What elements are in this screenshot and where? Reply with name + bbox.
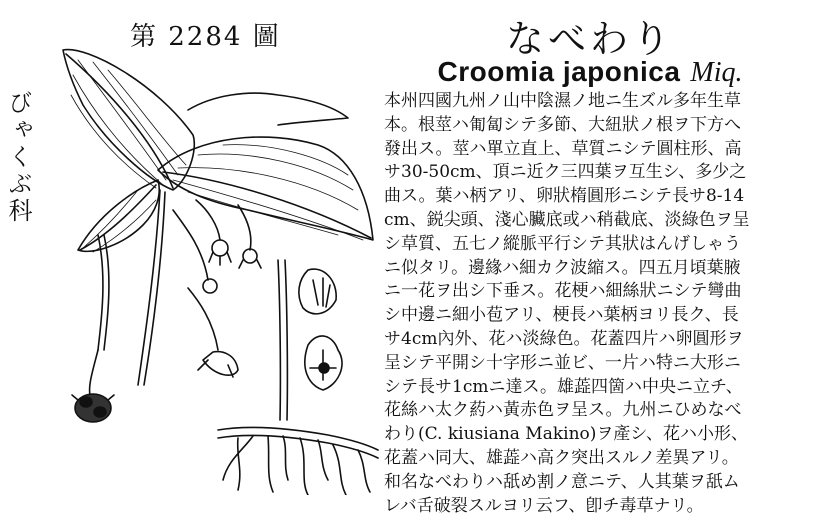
plant-illustration (38, 40, 383, 495)
leaf-central (158, 137, 373, 240)
description-line: cm、鋭尖頭、淺心臟底或ハ稍截底、淡綠色ヲ呈 (384, 209, 750, 230)
scientific-name (400, 56, 780, 89)
description-line: ニ似タリ。邊緣ハ細カク波縮ス。四五月頃葉腋 (384, 257, 741, 278)
description-line: シテ長サ1cmニ達ス。雄蕋四箇ハ中央ニ立チ、 (384, 376, 743, 397)
species-author: Miq. (690, 57, 743, 88)
genus-species: Croomia japonica (437, 56, 681, 87)
japanese-name: なべわり (505, 17, 674, 61)
description-line: 發出ス。莖ハ單立直上、草質ニシテ圓柱形、高 (384, 138, 742, 159)
description-line: レバ舌破裂スルヨリ云フ、卽チ毒草ナリ。 (384, 495, 704, 516)
description-line: 花絲ハ太ク葯ハ黃赤色ヲ呈ス。九州ニひめなべ (384, 400, 742, 421)
rhizome-roots (218, 428, 378, 495)
description-line: サ30-50cm、頂ニ近ク三四葉ヲ互生シ、多少之 (384, 162, 747, 183)
figure-number: 第 2284 圖 (130, 22, 281, 52)
leaf-lower-left (78, 180, 159, 252)
fruit-cluster (72, 350, 114, 422)
description-line: わり(C. kiusiana Makino)ヲ產シ、花ハ小形、 (384, 424, 749, 445)
description-line: 花蓋ハ同大、雄蕋ハ高ク突出スルノ差異アリ。 (384, 447, 739, 468)
description-line: 和名なべわりハ舐め割ノ意ニテ、人其葉ヲ舐ム (384, 471, 740, 492)
description-line: サ4cm內外、花ハ淡綠色。花蓋四片ハ卵圓形ヲ (384, 328, 744, 349)
plant-stems (98, 190, 287, 420)
species-description (384, 90, 830, 518)
description-line: 本。根莖ハ匍匐シテ多節、大紐狀ノ根ヲ下方へ (384, 114, 741, 135)
hanging-flowers (173, 200, 261, 377)
description-line: シ草質、五七ノ縱脈平行シテ其狀はんげしゃう (384, 233, 741, 254)
family-label: びゃくぶ科 (4, 90, 32, 225)
flower-detail (299, 269, 342, 390)
description-line: ニ一花ヲ出シ下垂ス。花梗ハ細絲狀ニシテ彎曲 (384, 281, 742, 302)
description-line: 曲ス。葉ハ柄アリ、卵狀楕圓形ニシテ長サ8-14 (384, 186, 745, 207)
description-line: 呈シテ平開シ十字形ニ並ビ、一片ハ特ニ大形ニ (384, 352, 741, 373)
leaf-upper (63, 50, 348, 190)
description-line: シ中邊ニ細小苞アリ、梗長ハ葉柄ヨリ長ク、長 (384, 305, 739, 326)
description-line: 本州四國九州ノ山中陰濕ノ地ニ生ズル多年生草 (384, 91, 741, 111)
